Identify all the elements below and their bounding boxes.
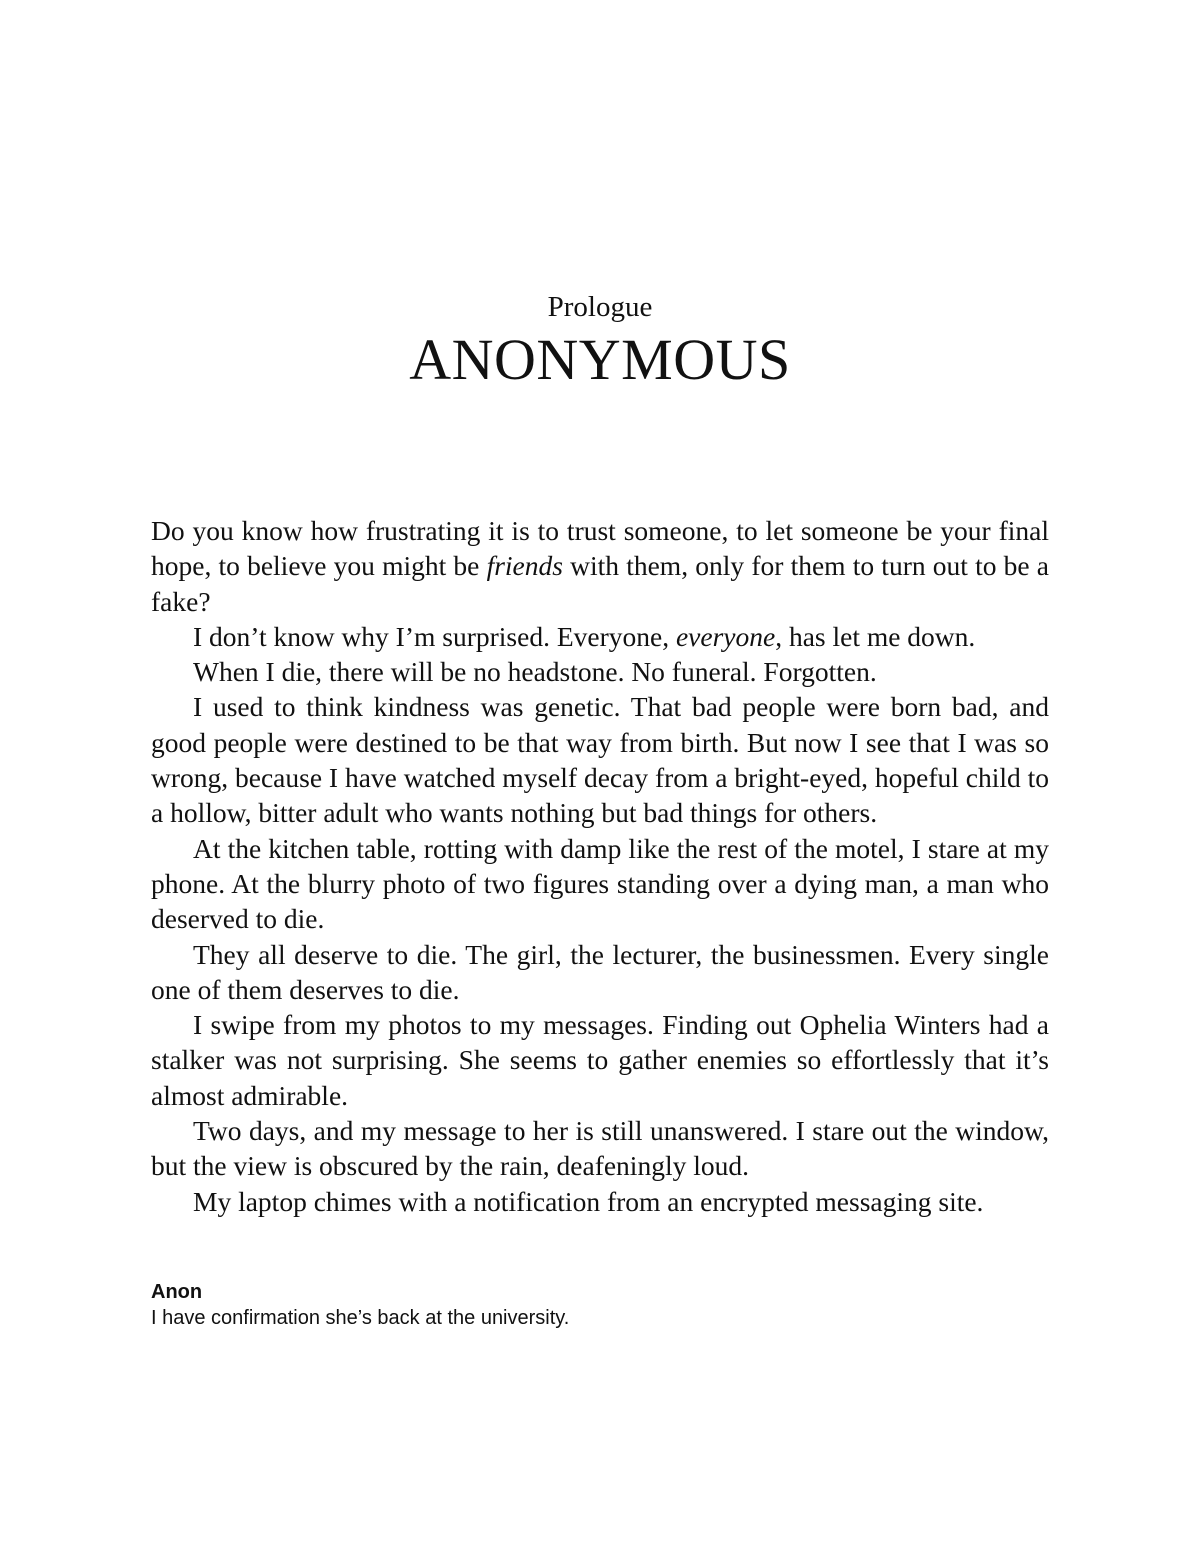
paragraph (151, 513, 1049, 619)
message-sender: Anon (151, 1281, 203, 1303)
text-run: I swipe from my photos to my messages. Finding out Ophelia Winters had a stalker was not surprising. She seems to gather enemies so effortlessly that it’s almost admirable. (151, 1009, 1049, 1111)
text-run: I used to think kindness was genetic. That bad people were born bad, and good people were destined to be that way from birth. But now I see that I was so wrong, because I have watched myself decay from a bright-eyed, hopeful child to a hollow, bitter adult who wants nothing but bad things for others. (151, 691, 1049, 829)
paragraph (151, 1007, 1049, 1113)
paragraph (151, 619, 1049, 654)
text-run: Two days, and my message to her is still unanswered. I stare out the window, but the view is obscured by the rain, deafeningly loud. (151, 1115, 1049, 1182)
paragraph (151, 689, 1049, 830)
text-run: with them, only for them to turn out to be a fake? (151, 550, 1050, 617)
paragraph (151, 831, 1049, 937)
paragraph (151, 654, 1049, 689)
text-run: I don’t know why I’m surprised. Everyone, (193, 620, 676, 652)
text-run: Do you know how frustrating it is to trust someone, to let someone be your final hope, to believe you might be (151, 515, 1049, 582)
message-text: I have confirmation she’s back at the university. (151, 1307, 570, 1329)
paragraph (151, 1113, 1049, 1184)
text-run: When I die, there will be no headstone. No funeral. Forgotten. (193, 656, 877, 688)
text-run: They all deserve to die. The girl, the lecturer, the businessmen. Every single one of them deserves to die. (151, 938, 1049, 1005)
emphasis-text: everyone (675, 620, 776, 652)
chapter-title: ANONYMOUS (409, 327, 791, 392)
text-run: My laptop chimes with a notification from an encrypted messaging site. (193, 1185, 984, 1217)
chapter-label: Prologue (547, 291, 653, 323)
emphasis-text: friends (486, 550, 563, 582)
text-run: , has let me down. (775, 620, 976, 652)
prologue-body (151, 513, 1049, 1219)
message-block (151, 1279, 1049, 1331)
paragraph (151, 937, 1049, 1008)
text-run: At the kitchen table, rotting with damp like the rest of the motel, I stare at my phone. At the blurry photo of two figures standing over a dying man, a man who deserved to die. (151, 832, 1049, 935)
paragraph (151, 1184, 1049, 1219)
